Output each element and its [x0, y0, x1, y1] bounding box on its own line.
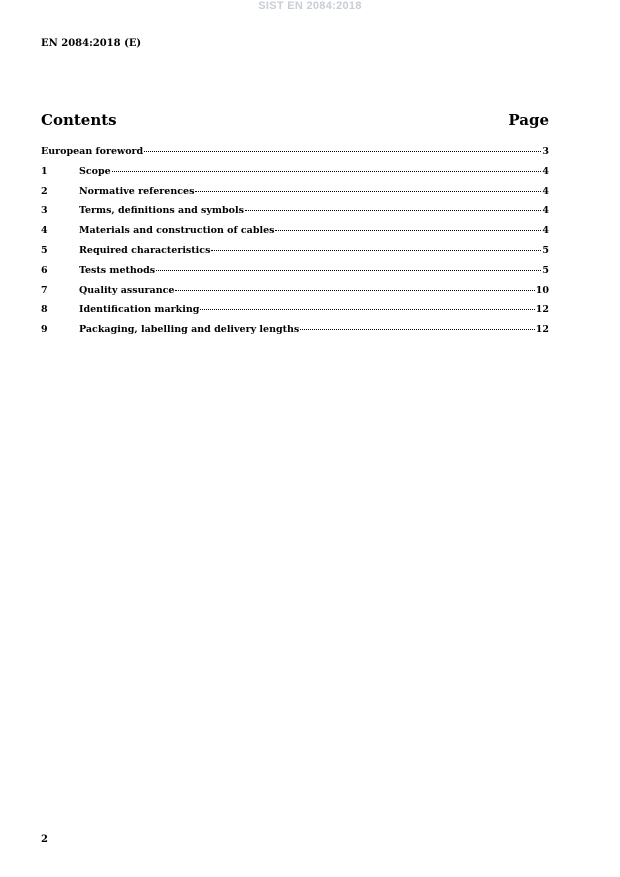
toc-entry-title: Required characteristics [79, 244, 211, 256]
toc-entry-page: 5 [542, 264, 549, 276]
toc-entry-title: Materials and construction of cables [79, 225, 275, 237]
toc-entry-6[interactable] [41, 265, 549, 285]
toc-entry-page: 12 [535, 304, 549, 316]
toc-entry-number: 9 [41, 324, 48, 336]
toc-entry-page: 3 [542, 146, 549, 157]
toc-entry-title: Identification marking [79, 304, 200, 316]
toc-entry-number: 4 [41, 225, 48, 237]
toc-entry-number: 1 [41, 165, 48, 177]
toc-entry-title: Terms, definitions and symbols [79, 205, 244, 217]
toc-leader-dots [300, 329, 534, 330]
toc-leader-dots [200, 309, 534, 310]
toc-entry-number: 3 [41, 205, 48, 217]
toc-entry-title: Packaging, labelling and delivery lengths [79, 324, 300, 336]
document-id: EN 2084:2018 (E) [41, 38, 142, 49]
toc-entry-title: Quality assurance [79, 284, 175, 296]
toc-leader-dots [195, 191, 541, 192]
page-number: 2 [41, 834, 48, 845]
watermark: SIST EN 2084:2018 [258, 0, 362, 12]
contents-header [41, 111, 549, 129]
toc-entry-page: 4 [542, 205, 549, 217]
toc-entry-title: Scope [79, 165, 111, 177]
toc-entry-2[interactable] [41, 186, 549, 206]
toc-entry-number: 8 [41, 304, 48, 316]
toc-entry-4[interactable] [41, 225, 549, 245]
toc-leader-dots [144, 151, 541, 152]
toc-entry-title: Tests methods [79, 264, 156, 276]
toc-entry-9[interactable] [41, 324, 549, 344]
page-column-label: Page [508, 111, 549, 129]
toc-leader-dots [175, 290, 534, 291]
contents-title: Contents [41, 111, 117, 129]
toc-entry-page: 5 [542, 244, 549, 256]
toc-entry-number: 6 [41, 264, 48, 276]
toc-entry-number: 2 [41, 185, 48, 197]
toc-entry-number: 7 [41, 284, 48, 296]
table-of-contents [41, 146, 549, 344]
toc-entry-title: Normative references [79, 185, 195, 197]
toc-entry-3[interactable] [41, 205, 549, 225]
toc-leader-dots [245, 210, 541, 211]
toc-leader-dots [211, 250, 541, 251]
toc-entry-page: 4 [542, 185, 549, 197]
toc-entry-page: 12 [535, 324, 549, 336]
toc-entry-title: European foreword [41, 146, 144, 157]
toc-entry-number: 5 [41, 244, 48, 256]
toc-leader-dots [112, 171, 542, 172]
toc-entry-7[interactable] [41, 285, 549, 305]
toc-leader-dots [275, 230, 541, 231]
toc-entry-page: 4 [542, 225, 549, 237]
toc-leader-dots [156, 270, 541, 271]
toc-entry-8[interactable] [41, 304, 549, 324]
toc-entry-page: 10 [535, 284, 549, 296]
toc-entry-foreword[interactable] [41, 146, 549, 166]
toc-entry-5[interactable] [41, 245, 549, 265]
toc-entry-page: 4 [542, 165, 549, 177]
toc-entry-1[interactable] [41, 166, 549, 186]
